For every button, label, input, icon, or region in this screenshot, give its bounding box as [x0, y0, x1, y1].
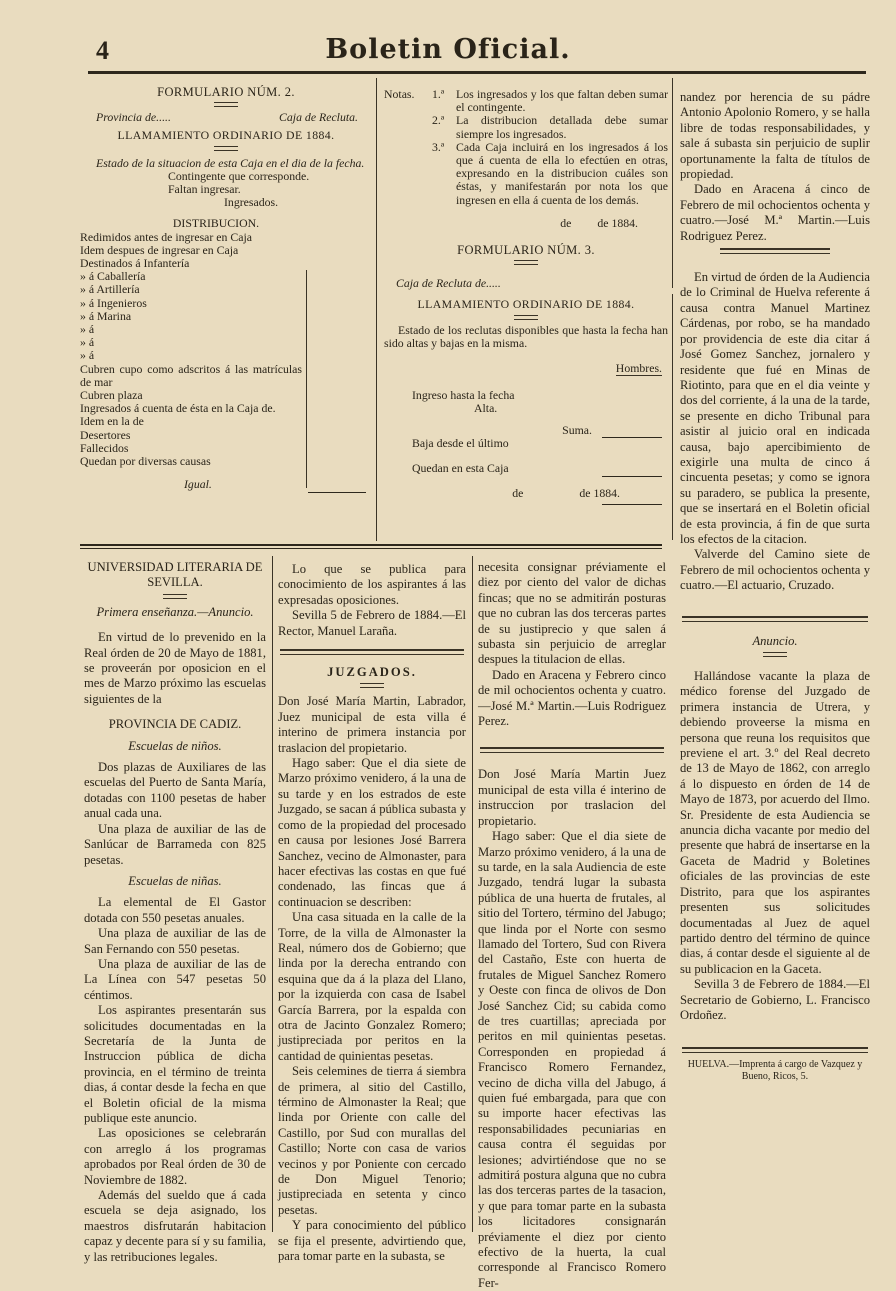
form2-estado: Estado de la situacion de esta Caja en el dia de la fecha.	[96, 155, 365, 170]
form2-faltan: Faltan ingresar.	[168, 182, 241, 197]
section-rule	[80, 548, 662, 549]
form3-line	[602, 504, 662, 505]
separator-rule	[720, 248, 830, 254]
ornament	[214, 146, 238, 151]
ornament	[214, 102, 238, 107]
paragraph: Una plaza de auxiliar de las de San Fernando con 550 pesetas.	[84, 926, 266, 956]
form2-row: Cubren plaza	[80, 388, 143, 403]
paragraph: Dado en Aracena y Febrero cinco de mil ochocientos ochenta y cuatro.—José M.ª Martin.—Luis Rodriguez Perez.	[478, 667, 666, 729]
paragraph: En virtud de lo prevenido en la Real órden de 20 de Mayo de 1881, se proveerán por oposicion en el mes de Marzo próximo las escuelas siguientes de la	[84, 630, 266, 706]
form2-row: » á	[80, 348, 95, 363]
paragraph: Valverde del Camino siete de Febrero de mil ochocientos ochenta y cuatro.—El actuario, Cruzado.	[680, 547, 870, 593]
nota-text: La distribucion detallada debe sumar siempre los ingresados.	[456, 113, 668, 141]
form2-row: » á	[80, 335, 95, 350]
form3-llamamiento: LLAMAMIENTO ORDINARIO DE 1884.	[417, 297, 635, 312]
column-2	[278, 562, 466, 1264]
form2-row: Idem en la de	[80, 414, 144, 429]
imprenta: HUELVA.—Imprenta á cargo de Vazquez y Bueno, Ricos, 5.	[687, 1059, 863, 1083]
paragraph: Los aspirantes presentarán sus solicitudes documentadas en la Secretaría de la Junta de Instruccion pública de dicha provincia, en el término de treinta dias, á contar desde la fecha en que el Boletin oficial de la misma publique este anuncio.	[84, 1003, 266, 1125]
page-number: 4	[96, 36, 109, 65]
form3-line	[602, 437, 662, 438]
brace	[300, 270, 307, 488]
form2-row: Idem despues de ingresar en Caja	[80, 242, 239, 257]
notas	[384, 88, 668, 500]
form2-row: » á Marina	[80, 308, 132, 323]
form3-alta: Alta.	[474, 401, 498, 416]
section-rule	[80, 544, 662, 546]
ninos-heading: Escuelas de niños.	[128, 738, 222, 753]
paragraph: nandez por herencia de su pádre Antonio Apolonio Romero, y se halla libre de todas responsabilidades, y sale á subasta sin perjuicio de suplir oportunamente la falta de títulos de propiedad.	[680, 90, 870, 182]
paragraph: Y para conocimiento del público se fija el presente, advirtiendo que, para tomar parte en la subasta, se	[278, 1218, 466, 1264]
page-title: Boletin Oficial.	[325, 34, 571, 65]
form2-ingresados: Ingresados.	[224, 195, 279, 210]
ornament	[163, 594, 187, 599]
paragraph: Seis celemines de tierra á siembra de primera, al sitio del Castillo, término de Almonaster la Real; que linda por Oriente con calle del Castillo, por Sud con murallas del Castillo; Norte con casa de varios vecinos y por Poniente con cercado de Don Miguel Tenorio; justipreciada en setenta y cinco pesetas.	[278, 1064, 466, 1217]
form2-row: Ingresados á cuenta de ésta en la Caja de.	[80, 401, 276, 416]
form3-baja: Baja desde el último	[412, 435, 509, 450]
ninas-heading: Escuelas de niñas.	[128, 873, 222, 888]
column-divider	[376, 78, 377, 541]
paragraph: La elemental de El Gastor dotada con 550 pesetas anuales.	[84, 895, 266, 925]
column-1	[84, 560, 266, 1265]
form3-quedan: Quedan en esta Caja	[412, 461, 509, 476]
paragraph: Además del sueldo que á cada escuela se deja asignado, los maestros disfrutarán habitacion capaz y decente para sí y su familia, y las retribuciones legales.	[84, 1188, 266, 1264]
paragraph: Don José María Martin, Labrador, Juez municipal de esta villa é interino de primera instancia por traslacion del propietario.	[278, 694, 466, 755]
form3-line	[602, 476, 662, 477]
form2-caja: Caja de Recluta.	[279, 110, 358, 125]
nota-num: 1.ª	[432, 87, 445, 101]
form2-row: » á Ingenieros	[80, 295, 147, 310]
form2-cubren-cupo: Cubren cupo como adscritos á las matrículas de mar	[80, 361, 302, 389]
form2-rows2	[80, 389, 372, 468]
paragraph: necesita consignar préviamente el diez por ciento del valor de dichas fincas; que no se admitirán posturas que no cubran las dos terceras partes de su justiprecio y que salen á subasta sin perjuicio de arreglar despues la titulacion de ellas.	[478, 560, 666, 667]
paragraph: En virtud de órden de la Audiencia de lo Criminal de Huelva referente á causa contra Manuel Martinez Cárdenas, por robo, se ha mandado por providencia de este dia citar á José Gomez Sanchez, jornalero y residente que fué en Minas de Riotinto, para que en el dia veinte y dos del corriente, á la una de la tarde, se presente en dicho Tribunal para asistir al juicio oral en indicada causa, bajo apercibimiento de exigirle una multa de cinco á cincuenta pesetas; y como se ignora su paradero, se publica la presente, que se insertará en el Boletin oficial de esta provincia, á fin de que surta los efectos de la citacion.	[680, 270, 870, 546]
separator-rule	[280, 649, 464, 655]
form3-caja: Caja de Recluta de.....	[396, 276, 501, 291]
paragraph: Las oposiciones se celebrarán con arreglo á los programas aprobados por Real órden de 30 de Noviembre de 1882.	[84, 1126, 266, 1187]
separator-rule	[480, 747, 664, 753]
sum-line	[308, 492, 366, 493]
column-3	[478, 560, 666, 1291]
university-title: UNIVERSIDAD LITERARIA DE SEVILLA.	[87, 560, 263, 590]
column-divider	[672, 78, 673, 288]
right-column	[680, 90, 870, 1083]
paragraph: Una plaza de auxiliar de las de Sanlúcar de Barrameda con 825 pesetas.	[84, 821, 266, 867]
form3-hombres: Hombres.	[615, 361, 662, 376]
column-divider	[472, 556, 473, 1232]
ornament	[514, 260, 538, 265]
nota-text: Los ingresados y los que faltan deben sumar el contingente.	[456, 87, 668, 115]
form2-row: » á	[80, 322, 95, 337]
form3-date-year: de 1884.	[579, 486, 620, 501]
ornament	[514, 315, 538, 320]
university-subtitle: Primera enseñanza.—Anuncio.	[96, 604, 254, 619]
form2-igual: Igual.	[184, 477, 212, 492]
form3-suma: Suma.	[562, 422, 592, 437]
paragraph: Sevilla 5 de Febrero de 1884.—El Rector, Manuel Laraña.	[278, 608, 466, 638]
form2-llamamiento: LLAMAMIENTO ORDINARIO DE 1884.	[117, 128, 335, 143]
nota-num: 2.ª	[432, 113, 445, 128]
paragraph: Don José María Martin Juez municipal de esta villa é interino de instruccion por traslacion del propietario.	[478, 767, 666, 828]
column-divider	[272, 556, 273, 1232]
paragraph: Una casa situada en la calle de la Torre, de la villa de Almonaster la Real, número dos de Gobierno; que linda por la derecha entrando con esquina que da á la plaza del Llano, por la izquierda con casa de Isabel García Barrera, por la espalda con otra de Jacinto Gonzalez Romero; justipreciada por peritos en la cantidad de quinientas pesetas.	[278, 910, 466, 1063]
paragraph: Hago saber: Que el dia siete de Marzo próximo venidero, á la una de su tarde, en la sala Audiencia de este Juzgado, tendrá lugar la subasta pública de una huerta de frutales, al sitio del Tortero, término del Jabugo; que linda por el Norte con sesmo llamado del Tortero, Sud con Rivera del Castaño, Este con huerta de frutales de Miguel Sanchez Romero y Oeste con finca de olivos de Don José Sanchez Cid; su cabida como de tres cuartillas; apreciada por peritos en mil quinientas pesetas. Corresponden en propiedad á Francisco Romero Fernandez, vecino de dicha villa del Jabugo, á quien fué embargada, para que con su importe hacer efectivas las responsabilidades pecuniarias en causa contra él seguidas por lesiones; advirtiéndose que no se admitirá postura alguna que no cubra las dos terceras partes de la tasacion, y que para tomar parte en la subasta los licitadores consignarán préviamente el diez por ciento efectivo de la huerta, la cual corresponde al Francisco Romero Fer-	[478, 829, 666, 1290]
paragraph: Dado en Aracena á cinco de Febrero de mil ochocientos ochenta y cuatro.—José M.ª Martin.—Luis Rodriguez Perez.	[680, 182, 870, 243]
provincia-heading: PROVINCIA DE CADIZ.	[108, 717, 242, 732]
separator-rule	[682, 1047, 868, 1053]
paragraph: Una plaza de auxiliar de las de La Línea con 547 pesetas 50 céntimos.	[84, 956, 266, 1002]
notas-date-year: de 1884.	[597, 215, 638, 230]
notas-date-de: de	[560, 215, 572, 230]
form2-title: FORMULARIO NÚM. 2.	[157, 85, 295, 99]
form3-date-de: de	[512, 486, 524, 501]
form2-row: » á Caballería	[80, 269, 146, 284]
form2-provincia: Provincia de.....	[96, 110, 171, 125]
anuncio-heading: Anuncio.	[752, 633, 798, 648]
form3-estado: Estado de los reclutas disponibles que hasta la fecha han sido altas y bajas en la misma.	[384, 322, 668, 350]
nota-text: Cada Caja incluirá en los ingresados á los que á cuenta de ella lo efectúen en otras, expresando en la distribucion cuáles son éstas, y manifestarán por nota los que ingresen en ella á cuenta de los demás.	[456, 139, 668, 207]
form3-title: FORMULARIO NÚM. 3.	[457, 243, 595, 258]
form2-rows	[80, 231, 300, 363]
form2-row: Desertores	[80, 427, 131, 442]
nota-num: 3.ª	[432, 139, 445, 154]
header-rule	[88, 71, 866, 74]
form2-row: Redimidos antes de ingresar en Caja	[80, 229, 252, 244]
juzgados-heading: JUZGADOS.	[327, 665, 417, 680]
form2-distribucion: DISTRIBUCION.	[172, 216, 260, 231]
column-divider	[672, 294, 673, 540]
formulario-2	[80, 86, 372, 491]
form2-row: Destinados á Infantería	[80, 256, 190, 271]
form2-contingente: Contingente que corresponde.	[168, 168, 310, 183]
paragraph: Hago saber: Que el dia siete de Marzo próximo venidero, á la una de su tarde y en los estrados de este Juzgado, se sacan á pública subasta y como de la propiedad del procesado en causa por lesiones José Barrera Sanchez, vecino de Almonaster, para hacer efectivas las costas en que fué condenado, las fincas que á continuacion se describen:	[278, 756, 466, 909]
paragraph: Hallándose vacante la plaza de médico forense del Juzgado de primera instancia de Utrera, y debiendo proveerse la misma en persona que reuna los requisitos que previene el art. 3.º del Real decreto de 13 de Mayo de 1862, con arreglo á lo dispuesto en órden de 14 de Mayo de 1873, por acuerdo del Ilmo. Sr. Presidente de esta Audiencia se anuncia dicha vacante por medio del presente que habrá de insertarse en la Gaceta de Madrid y Boletines oficiales de las provincias de este Distrito, para que los aspirantes presenten sus solicitudes documentadas al Juez de aquel partido dentro del término de quince dias, á contar desde el siguiente al de su publicacion en la Gaceta.	[680, 669, 870, 976]
form2-row: » á Artillería	[80, 282, 140, 297]
ornament	[360, 683, 384, 688]
paragraph: Lo que se publica para conocimiento de los aspirantes á las expresadas oposiciones.	[278, 562, 466, 607]
ornament	[763, 652, 787, 657]
notas-label: Notas.	[384, 87, 415, 101]
form3-ingreso: Ingreso hasta la fecha	[412, 388, 515, 403]
form2-row: Quedan por diversas causas	[80, 454, 211, 469]
paragraph: Sevilla 3 de Febrero de 1884.—El Secretario de Gobierno, L. Francisco Ordoñez.	[680, 977, 870, 1022]
form2-row: Fallecidos	[80, 440, 129, 455]
paragraph: Dos plazas de Auxiliares de las escuelas del Puerto de Santa María, dotadas con 1100 pesetas de haber anual cada una.	[84, 760, 266, 821]
separator-rule	[682, 616, 868, 622]
